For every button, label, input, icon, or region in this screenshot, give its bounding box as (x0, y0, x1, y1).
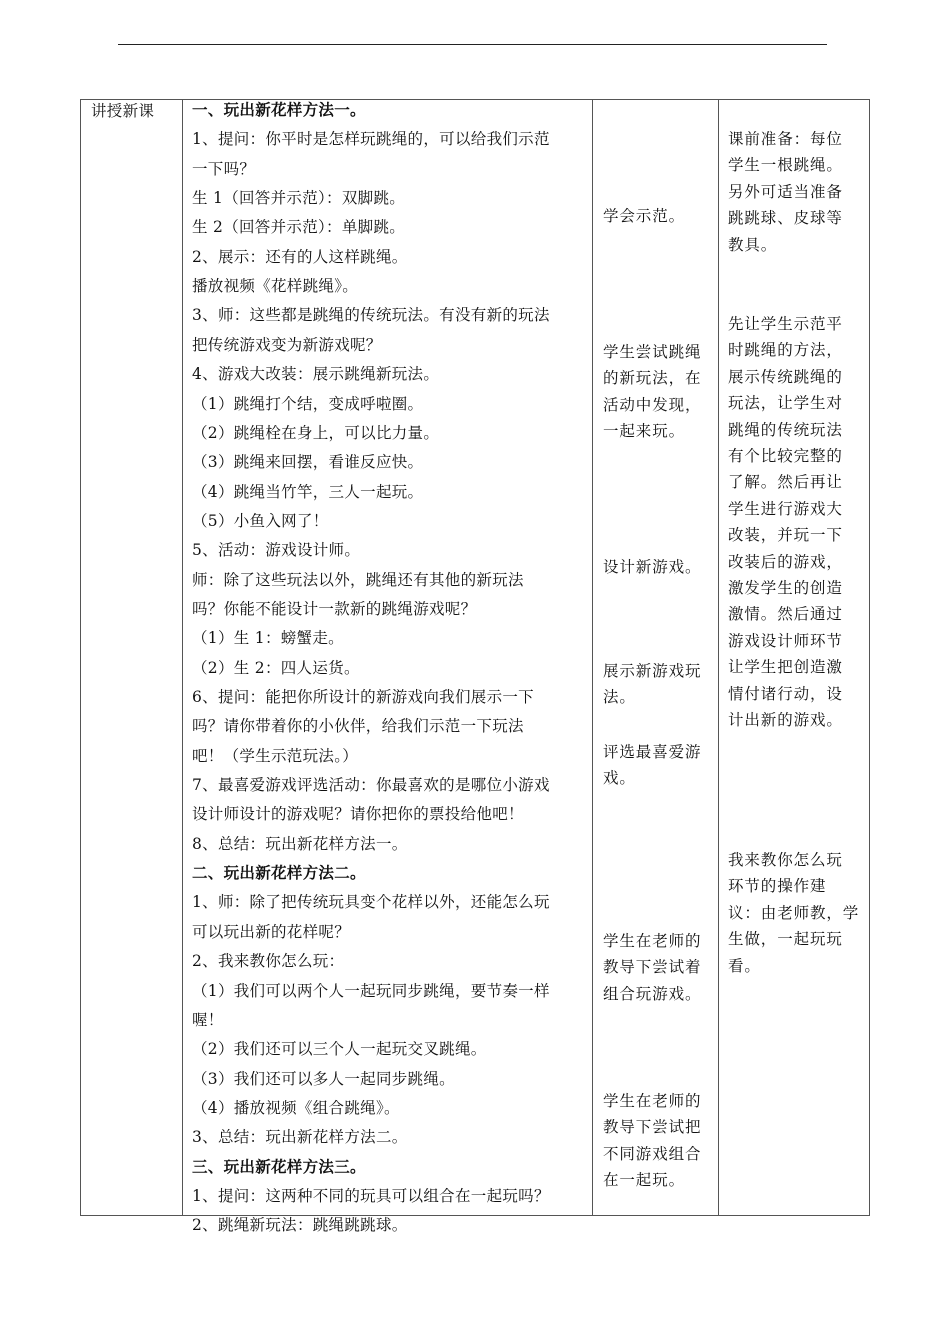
design-note-line: 跳绳的传统玩法 (728, 420, 843, 439)
lesson-line: （5）小鱼入网了！ (192, 511, 329, 530)
design-note-line: 议：由老师教，学 (728, 903, 860, 922)
lesson-line: 1、师：除了把传统玩具变个花样以外，还能怎么玩 (192, 893, 550, 912)
lesson-line: 5、活动：游戏设计师。 (192, 541, 361, 560)
lesson-line: 生 1（回答并示范）：双脚跳。 (192, 189, 406, 208)
design-note-line: 看。 (728, 956, 761, 975)
lesson-line: 吗？你能不能设计一款新的跳绳游戏呢？ (192, 599, 477, 618)
student-activity-line: 展示新游戏玩 (603, 662, 702, 680)
section-heading: 二、玩出新花样方法二。 (192, 863, 366, 883)
student-activity-line: 在一起玩。 (603, 1171, 686, 1190)
lesson-line: （2）我们还可以三个人一起玩交叉跳绳。 (192, 1040, 487, 1059)
design-note-line: 情付诸行动，设 (728, 684, 843, 703)
design-note-line: 玩法，让学生对 (728, 394, 843, 413)
lesson-line: 1、提问：你平时是怎样玩跳绳的，可以给我们示范 (192, 130, 550, 149)
lesson-line: 吧！（学生示范玩法。） (192, 746, 359, 765)
column-divider (182, 100, 183, 1215)
lesson-line: （2）跳绳栓在身上，可以比力量。 (192, 423, 440, 442)
lesson-line: 播放视频《花样跳绳》。 (192, 277, 359, 296)
design-note-line: 另外可适当准备 (728, 182, 843, 201)
lesson-line: 一下吗？ (192, 159, 256, 178)
lesson-line: 7、最喜爱游戏评选活动：你最喜欢的是哪位小游戏 (192, 776, 550, 795)
student-activity-line: 设计新游戏。 (603, 558, 702, 576)
section-heading: 三、玩出新花样方法三。 (192, 1156, 366, 1176)
lesson-line: （4）播放视频《组合跳绳》。 (192, 1098, 400, 1117)
student-activity-line: 活动中发现， (603, 395, 702, 414)
design-note-line: 了解。然后再让 (728, 473, 843, 492)
lesson-line: 师：除了这些玩法以外，跳绳还有其他的新玩法 (192, 570, 524, 589)
lesson-line: 把传统游戏变为新游戏呢？ (192, 335, 382, 354)
design-note-line: 游戏设计师环节 (728, 631, 843, 650)
student-activity-line: 组合玩游戏。 (603, 984, 702, 1003)
design-note-line: 环节的操作建 (728, 877, 827, 896)
design-note-line: 改装后的游戏， (728, 552, 843, 571)
section-heading: 一、玩出新花样方法一。 (192, 100, 366, 119)
design-notes-column (728, 100, 868, 1215)
student-activity-line: 教导下尝试把 (603, 1118, 702, 1137)
design-note-line: 跳跳球、皮球等 (728, 209, 843, 228)
design-note-line: 计出新的游戏。 (728, 711, 843, 729)
column-divider (592, 100, 593, 1215)
design-note-line: 激情。然后通过 (728, 605, 843, 624)
student-activity-line: 法。 (603, 688, 636, 707)
design-note-line: 让学生把创造激 (728, 658, 843, 677)
lesson-line: （1）跳绳打个结，变成呼啦圈。 (192, 394, 424, 413)
design-note-line: 展示传统跳绳的 (728, 367, 843, 386)
lesson-line: 2、跳绳新玩法：跳绳跳跳球。 (192, 1216, 408, 1235)
student-activity-line: 戏。 (603, 769, 636, 788)
section-column (91, 100, 181, 1215)
lesson-line: （1）生 1：螃蟹走。 (192, 629, 344, 648)
student-activity-line: 一起来玩。 (603, 422, 686, 441)
design-note-line: 先让学生示范平 (728, 315, 843, 333)
lesson-line: 4、游戏大改装：展示跳绳新玩法。 (192, 365, 440, 384)
design-note-line: 我来教你怎么玩 (728, 851, 843, 869)
design-note-line: 教具。 (728, 235, 778, 254)
design-note-line: 学生进行游戏大 (728, 499, 843, 518)
student-activity-line: 学生尝试跳绳 (603, 343, 702, 361)
teaching-process-column (192, 100, 588, 1235)
design-note-line: 改装，并玩一下 (728, 526, 843, 545)
student-activity-line: 学生在老师的 (603, 1092, 702, 1110)
lesson-line: 6、提问：能把你所设计的新游戏向我们展示一下 (192, 688, 534, 706)
design-note-line: 课前准备：每位 (728, 130, 843, 148)
design-note-line: 学生一根跳绳。 (728, 156, 843, 175)
lesson-line: 1、提问：这两种不同的玩具可以组合在一起玩吗？ (192, 1186, 550, 1205)
lesson-line: 喔！ (192, 1010, 224, 1029)
student-activity-column (603, 100, 715, 1215)
column-divider (718, 100, 719, 1215)
lesson-line: （4）跳绳当竹竿，三人一起玩。 (192, 482, 424, 501)
section-label: 讲授新课 (91, 102, 155, 120)
lesson-line: 3、总结：玩出新花样方法二。 (192, 1128, 408, 1147)
lesson-line: （3）我们还可以多人一起同步跳绳。 (192, 1069, 455, 1088)
design-note-line: 时跳绳的方法， (728, 341, 843, 360)
student-activity-line: 学会示范。 (603, 207, 686, 225)
header-rule (118, 44, 827, 45)
design-note-line: 生做，一起玩玩 (728, 930, 843, 949)
lesson-line: （2）生 2：四人运货。 (192, 658, 360, 677)
lesson-line: 8、总结：玩出新花样方法一。 (192, 834, 408, 853)
student-activity-line: 不同游戏组合 (603, 1144, 702, 1163)
lesson-line: 吗？请你带着你的小伙伴，给我们示范一下玩法 (192, 717, 524, 736)
lesson-line: （3）跳绳来回摆，看谁反应快。 (192, 453, 424, 472)
lesson-table (80, 99, 870, 1235)
lesson-line: 2、我来教你怎么玩： (192, 952, 345, 971)
student-activity-line: 教导下尝试着 (603, 958, 702, 977)
lesson-line: （1）我们可以两个人一起玩同步跳绳，要节奏一样 (192, 981, 550, 1000)
lesson-line: 2、展示：还有的人这样跳绳。 (192, 247, 408, 266)
lesson-line: 3、师：这些都是跳绳的传统玩法。有没有新的玩法 (192, 306, 550, 325)
student-activity-line: 学生在老师的 (603, 932, 702, 950)
student-activity-line: 的新玩法，在 (603, 369, 702, 388)
lesson-line: 设计师设计的游戏呢？请你把你的票投给他吧！ (192, 805, 524, 824)
design-note-line: 激发学生的创造 (728, 579, 843, 597)
lesson-line: 可以玩出新的花样呢？ (192, 922, 351, 941)
design-note-line: 有个比较完整的 (728, 447, 843, 465)
lesson-line: 生 2（回答并示范）：单脚跳。 (192, 218, 406, 237)
student-activity-line: 评选最喜爱游 (603, 743, 702, 761)
